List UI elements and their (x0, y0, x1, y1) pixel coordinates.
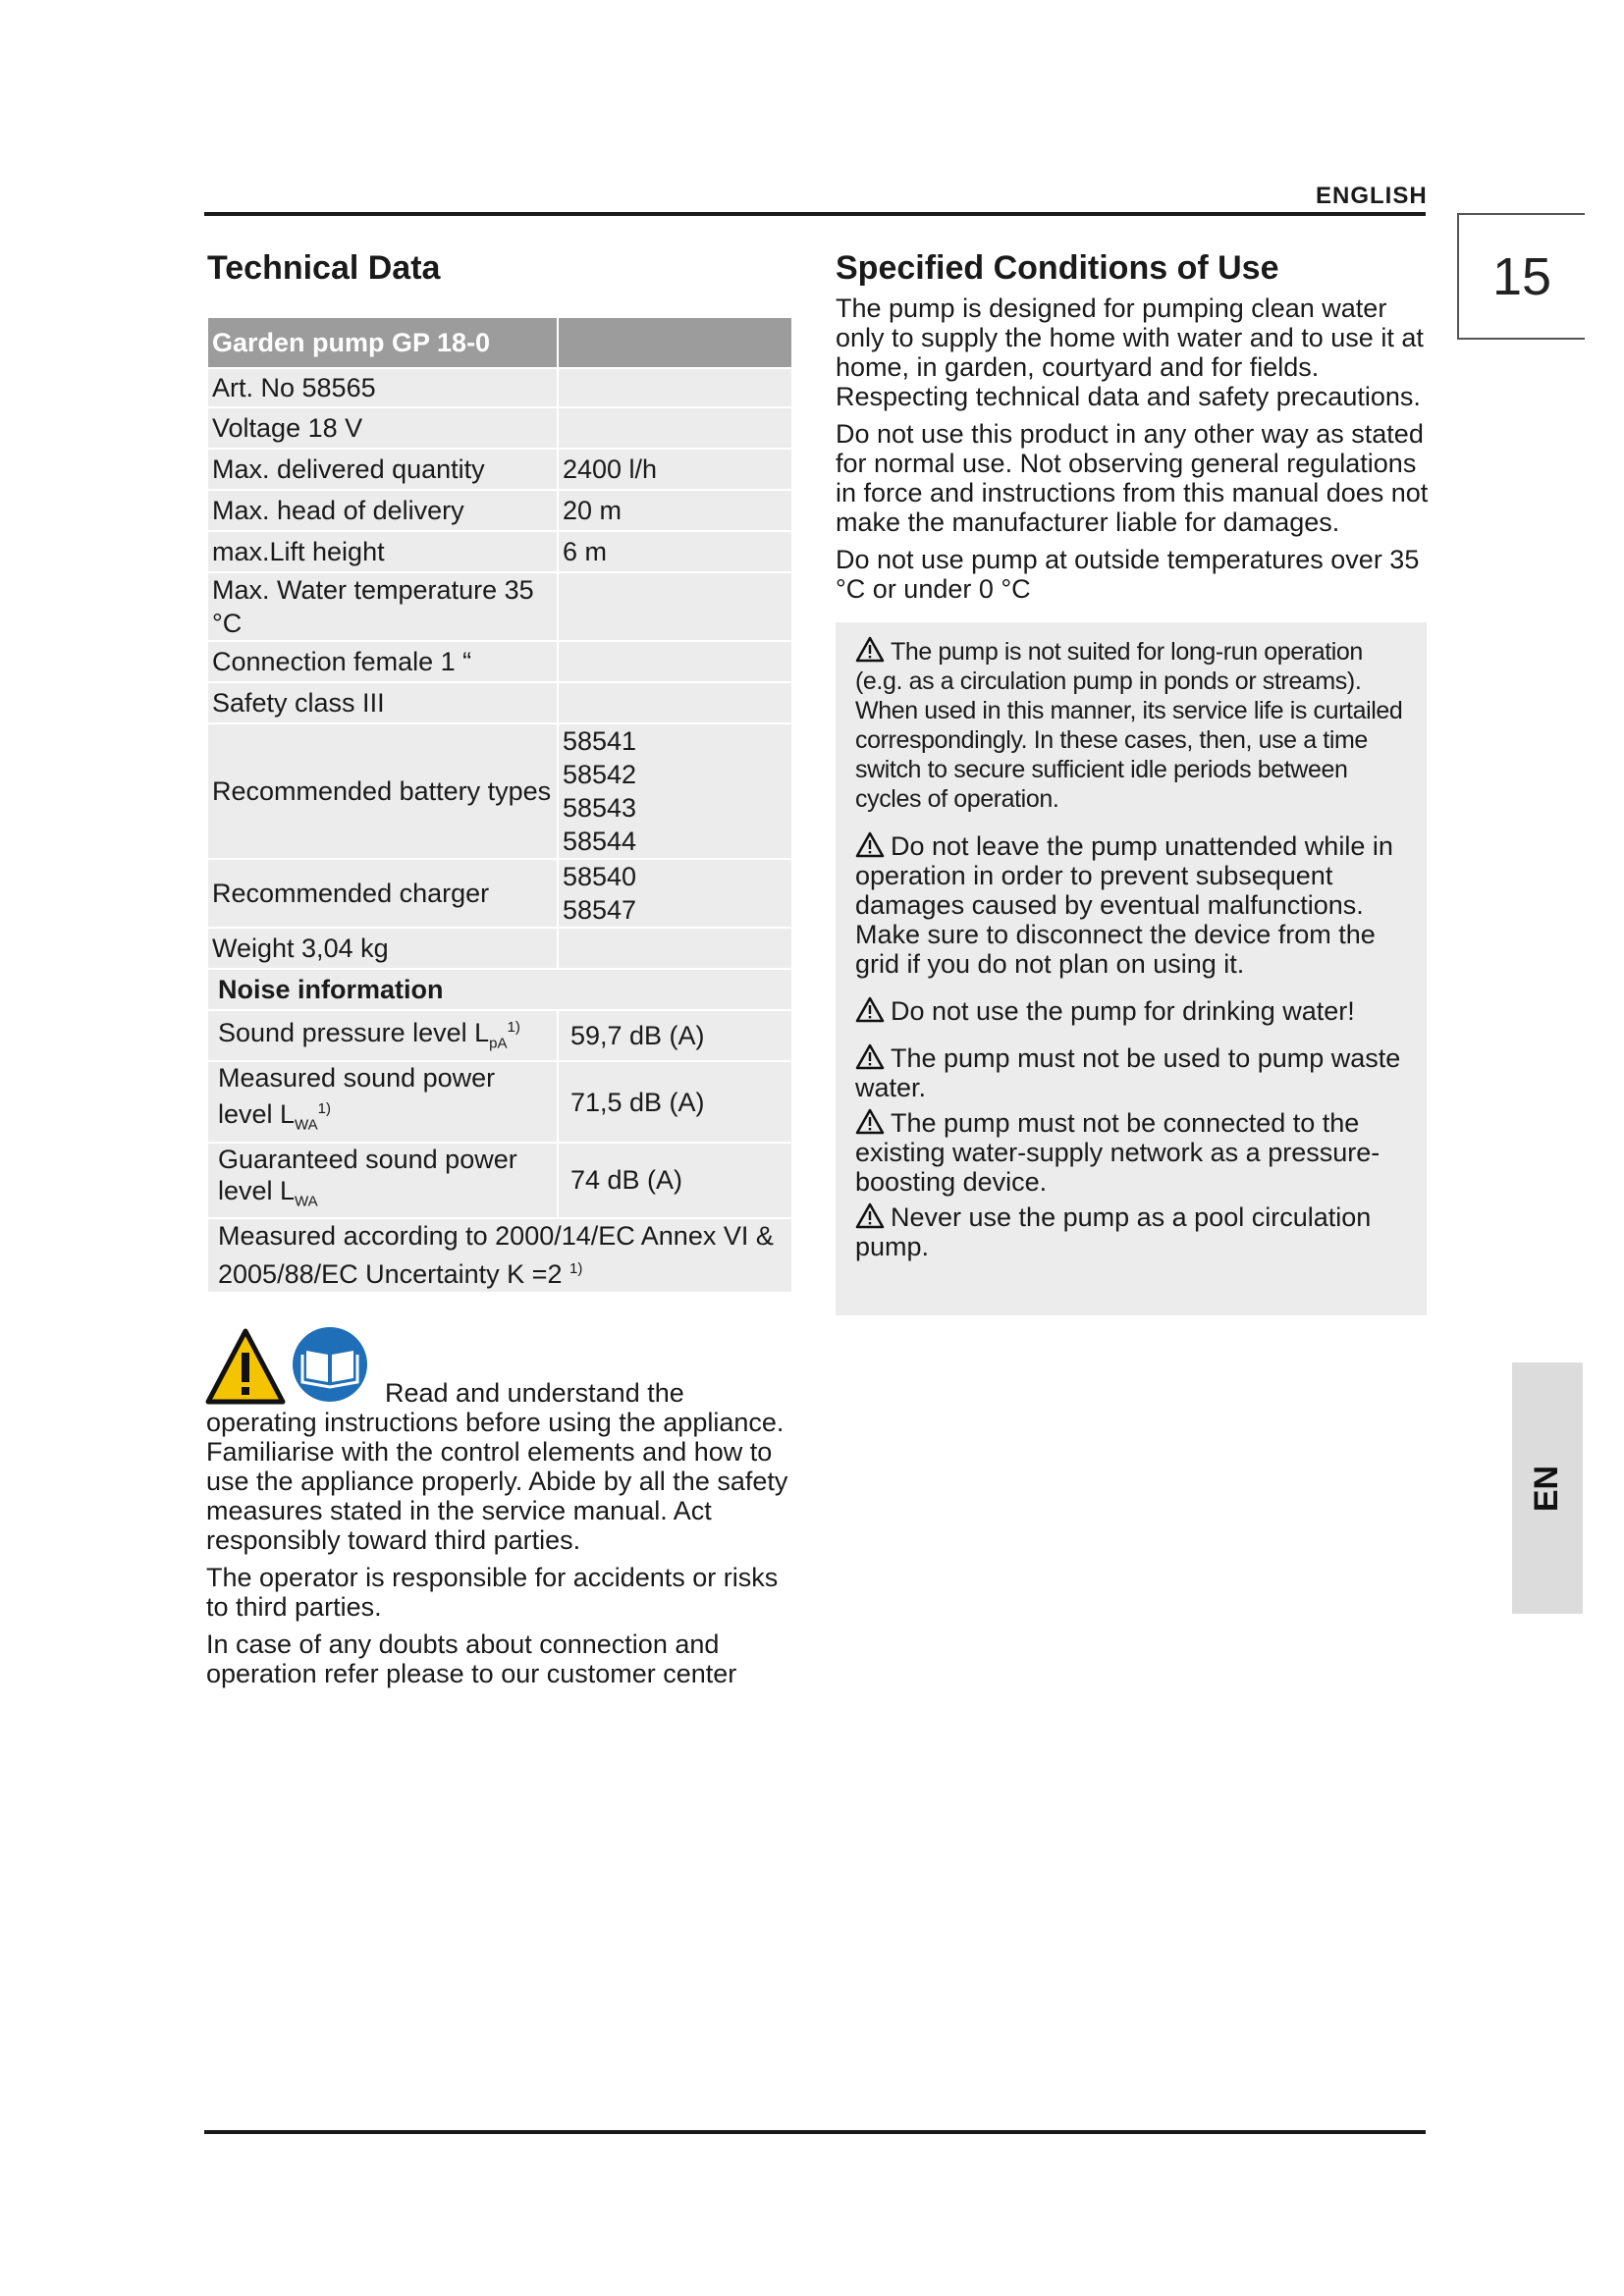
warning-item: The pump must not be used to pump waste water. (855, 1043, 1401, 1102)
sound-pressure-label: Sound pressure level $L_{pA}^{1)}$ (208, 1011, 557, 1060)
battery-label: Recommended battery types (208, 724, 557, 858)
row-label: max.Lift height (208, 532, 557, 571)
measured-power-label: Measured sound power level $L_{WA}^{1)}$ (208, 1062, 557, 1141)
row-value (559, 683, 791, 722)
header-rule (204, 212, 1426, 216)
warning-triangle-icon (855, 1108, 885, 1135)
improper-use-text: Do not use this product in any other way as stated for normal use. Not observing general regulations in force and instructions from this manual does not make the manufacturer liable for damages. (836, 419, 1429, 537)
read-instructions-text: Read and understand the operating instructions before using the appliance. Familiarise with the control elements and how to use the appliance properly. Abide by all the safety measures stated in the service manual. Act responsibly toward third parties. (206, 1378, 788, 1555)
specified-conditions-text (836, 294, 1430, 612)
warning-triangle-icon (855, 831, 885, 858)
charger-values (559, 860, 791, 927)
row-label: Safety class III (208, 683, 557, 722)
temperature-limit-text: Do not use pump at outside temperatures over 35 °C or under 0 °C (836, 545, 1420, 604)
measured-according-text: Measured according to 2000/14/EC Annex VI & 2005/88/EC Uncertainty K =2 $^{1)}$ (208, 1219, 791, 1292)
language-tab-label: EN (1528, 1465, 1566, 1512)
row-label: Connection female 1 “ (208, 642, 557, 681)
table-header-cell: Garden pump GP 18-0 (208, 318, 557, 367)
warning-item: The pump is not suited for long-run operation (e.g. as a circulation pump in ponds or streams). When used in this manner, its service life is curtailed correspondingly. In these cases, then, use a time switch to secure sufficient idle periods between cycles of operation. (855, 638, 1403, 813)
battery-value: 58543 (562, 793, 637, 823)
technical-data-table (206, 316, 793, 1294)
battery-value: 58542 (562, 760, 637, 789)
row-value (559, 573, 791, 640)
table-row-battery (208, 724, 791, 858)
table-row-weight (208, 929, 791, 968)
table-row (208, 450, 791, 489)
page-number: 15 (1457, 213, 1585, 340)
charger-value: 58547 (562, 895, 637, 925)
specified-conditions-title: Specified Conditions of Use (836, 249, 1279, 287)
warning-triangle-icon (855, 636, 885, 663)
row-value (559, 408, 791, 448)
noise-title: Noise information (208, 970, 791, 1009)
row-label: Max. head of delivery (208, 491, 557, 530)
row-label: Max. delivered quantity (208, 450, 557, 489)
guaranteed-power-value: 74 dB (A) (559, 1144, 791, 1217)
language-tab (1512, 1362, 1583, 1614)
row-label: Max. Water temperature 35 °C (208, 573, 557, 640)
noise-title-row (208, 970, 791, 1009)
warnings-box (836, 622, 1427, 1315)
footer-rule (204, 2130, 1426, 2134)
row-value: 6 m (559, 532, 791, 571)
warning-item: Do not leave the pump unattended while in operation in order to prevent subsequent damages caused by eventual malfunctions. Make sure to disconnect the device from the grid if you do not plan on using it. (855, 831, 1393, 979)
battery-values (559, 724, 791, 858)
row-value: 20 m (559, 491, 791, 530)
noise-row-pressure (208, 1011, 791, 1060)
battery-value: 58541 (562, 726, 637, 756)
row-label: Voltage 18 V (208, 408, 557, 448)
table-header-row (208, 318, 791, 367)
noise-row-measured (208, 1062, 791, 1141)
guaranteed-power-label: Guaranteed sound power level $L_{WA}$ (208, 1144, 557, 1217)
warning-triangle-icon (855, 1202, 885, 1229)
row-value (559, 642, 791, 681)
warning-item: Do not use the pump for drinking water! (855, 996, 1411, 1026)
table-header-empty (559, 318, 791, 367)
table-row (208, 369, 791, 406)
technical-data-title: Technical Data (207, 249, 441, 287)
warning-item: Never use the pump as a pool circulation pump. (855, 1202, 1372, 1261)
weight-label: Weight 3,04 kg (208, 929, 557, 968)
charger-value: 58540 (562, 862, 637, 891)
table-row (208, 408, 791, 448)
table-row (208, 491, 791, 530)
weight-value (559, 929, 791, 968)
measured-power-value: 71,5 dB (A) (559, 1062, 791, 1141)
table-row (208, 642, 791, 681)
warning-triangle-icon (855, 996, 885, 1023)
row-value (559, 369, 791, 406)
operator-responsibility-text: The operator is responsible for accidents or risks to third parties. (206, 1563, 779, 1622)
customer-center-text: In case of any doubts about connection and operation refer please to our customer center (206, 1629, 737, 1688)
read-instructions-block (206, 1378, 795, 1696)
warning-item: The pump must not be connected to the existing water-supply network as a pressure-boosting device. (855, 1108, 1380, 1197)
noise-row-guaranteed (208, 1144, 791, 1217)
noise-row-measured-according (208, 1219, 791, 1292)
intended-use-text: The pump is designed for pumping clean water only to supply the home with water and to use it at home, in garden, courtyard and for fields. Respecting technical data and safety precautions. (836, 294, 1424, 411)
table-row (208, 573, 791, 640)
row-value: 2400 l/h (559, 450, 791, 489)
sound-pressure-value: 59,7 dB (A) (559, 1011, 791, 1060)
table-row-charger (208, 860, 791, 927)
charger-label: Recommended charger (208, 860, 557, 927)
table-row (208, 532, 791, 571)
header-language: ENGLISH (1316, 183, 1428, 209)
battery-value: 58544 (562, 827, 637, 856)
row-label: Art. No 58565 (208, 369, 557, 406)
warning-triangle-icon (855, 1043, 885, 1070)
table-row (208, 683, 791, 722)
